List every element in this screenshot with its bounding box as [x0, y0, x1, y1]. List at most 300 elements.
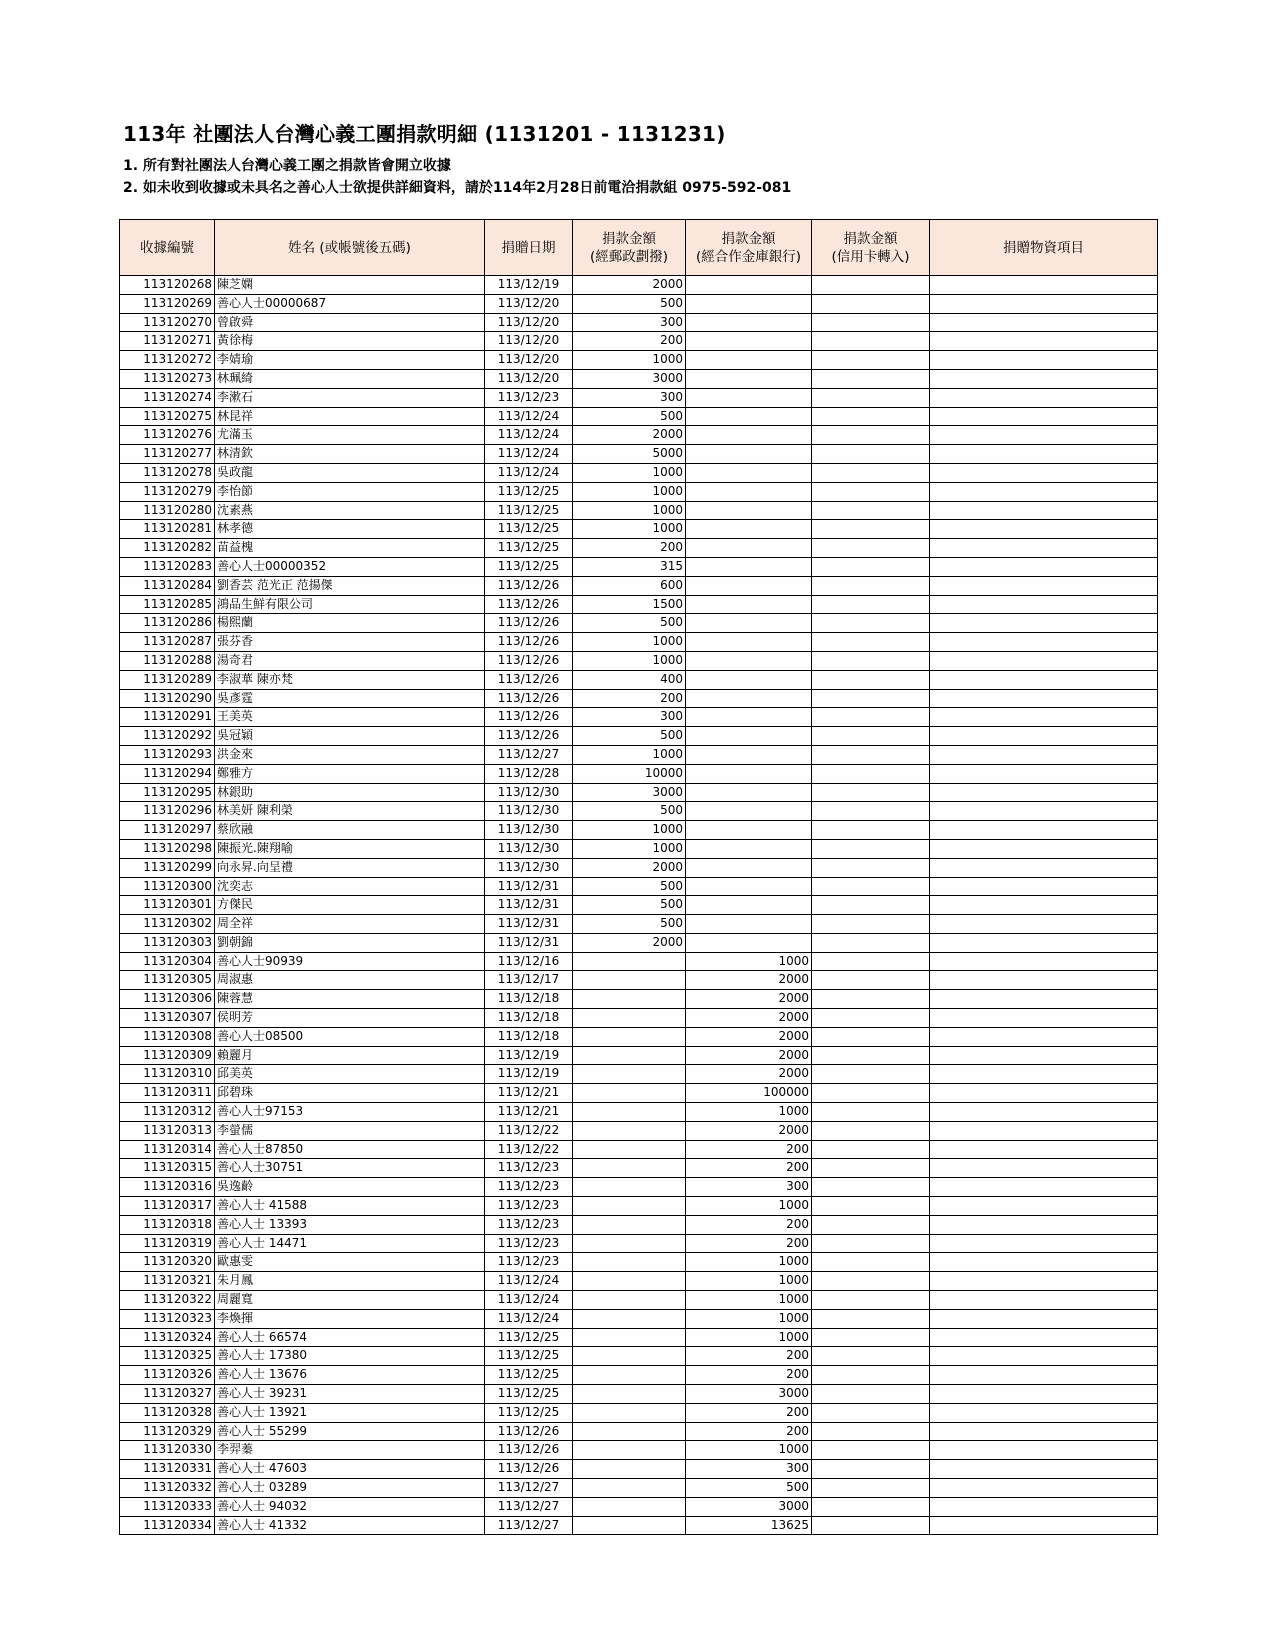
cell-card-amount: [812, 651, 930, 670]
cell-postal-amount: 200: [573, 689, 686, 708]
cell-postal-amount: 200: [573, 539, 686, 558]
cell-date: 113/12/24: [485, 407, 573, 426]
cell-card-amount: [812, 369, 930, 388]
cell-postal-amount: [573, 1084, 686, 1103]
cell-receipt-no: 113120298: [120, 839, 215, 858]
cell-card-amount: [812, 1347, 930, 1366]
cell-bank-amount: [686, 351, 812, 370]
table-row: [120, 276, 1158, 295]
cell-bank-amount: 3000: [686, 1385, 812, 1404]
cell-card-amount: [812, 351, 930, 370]
cell-goods: [930, 708, 1158, 727]
cell-postal-amount: 2000: [573, 276, 686, 295]
cell-donor-name: 黃徐梅: [215, 332, 485, 351]
cell-bank-amount: [686, 689, 812, 708]
cell-goods: [930, 933, 1158, 952]
cell-date: 113/12/27: [485, 1479, 573, 1498]
cell-card-amount: [812, 463, 930, 482]
header-card-line1: 捐款金額: [843, 230, 898, 247]
table-header: [120, 220, 1158, 276]
cell-goods: [930, 1516, 1158, 1535]
table-row: [120, 651, 1158, 670]
table-row: [120, 1347, 1158, 1366]
cell-bank-amount: 200: [686, 1366, 812, 1385]
cell-receipt-no: 113120326: [120, 1366, 215, 1385]
cell-donor-name: 周淑惠: [215, 971, 485, 990]
cell-card-amount: [812, 1197, 930, 1216]
cell-date: 113/12/20: [485, 332, 573, 351]
cell-goods: [930, 1027, 1158, 1046]
cell-receipt-no: 113120284: [120, 576, 215, 595]
table-row: [120, 633, 1158, 652]
cell-donor-name: 林孝德: [215, 520, 485, 539]
cell-card-amount: [812, 990, 930, 1009]
cell-card-amount: [812, 1385, 930, 1404]
cell-bank-amount: [686, 313, 812, 332]
cell-bank-amount: 2000: [686, 1027, 812, 1046]
cell-goods: [930, 595, 1158, 614]
cell-receipt-no: 113120313: [120, 1121, 215, 1140]
cell-date: 113/12/26: [485, 614, 573, 633]
table-body: [120, 276, 1158, 1535]
cell-card-amount: [812, 1497, 930, 1516]
table-row: [120, 1084, 1158, 1103]
cell-receipt-no: 113120316: [120, 1178, 215, 1197]
table-row: [120, 1479, 1158, 1498]
cell-bank-amount: 1000: [686, 1197, 812, 1216]
cell-receipt-no: 113120325: [120, 1347, 215, 1366]
cell-goods: [930, 783, 1158, 802]
cell-goods: [930, 764, 1158, 783]
table-row: [120, 576, 1158, 595]
cell-goods: [930, 896, 1158, 915]
cell-bank-amount: [686, 651, 812, 670]
cell-card-amount: [812, 557, 930, 576]
cell-bank-amount: [686, 670, 812, 689]
table-row: [120, 1140, 1158, 1159]
cell-donor-name: 善心人士 47603: [215, 1460, 485, 1479]
cell-card-amount: [812, 952, 930, 971]
cell-postal-amount: 500: [573, 802, 686, 821]
table-row: [120, 539, 1158, 558]
table-row: [120, 1460, 1158, 1479]
cell-bank-amount: 100000: [686, 1084, 812, 1103]
cell-bank-amount: 2000: [686, 971, 812, 990]
cell-card-amount: [812, 1009, 930, 1028]
cell-postal-amount: 300: [573, 708, 686, 727]
cell-bank-amount: 1000: [686, 1103, 812, 1122]
cell-date: 113/12/23: [485, 1197, 573, 1216]
cell-card-amount: [812, 1215, 930, 1234]
table-row: [120, 802, 1158, 821]
cell-date: 113/12/19: [485, 1065, 573, 1084]
cell-donor-name: 李羿蓁: [215, 1441, 485, 1460]
cell-date: 113/12/18: [485, 990, 573, 1009]
cell-date: 113/12/24: [485, 463, 573, 482]
cell-donor-name: 善心人士 94032: [215, 1497, 485, 1516]
cell-postal-amount: [573, 1347, 686, 1366]
cell-card-amount: [812, 821, 930, 840]
cell-card-amount: [812, 1178, 930, 1197]
cell-postal-amount: 1000: [573, 633, 686, 652]
cell-donor-name: 善心人士90939: [215, 952, 485, 971]
cell-donor-name: 李煥揮: [215, 1309, 485, 1328]
cell-goods: [930, 313, 1158, 332]
cell-goods: [930, 1385, 1158, 1404]
cell-date: 113/12/24: [485, 1291, 573, 1310]
cell-goods: [930, 1159, 1158, 1178]
cell-receipt-no: 113120280: [120, 501, 215, 520]
cell-donor-name: 朱月鳳: [215, 1272, 485, 1291]
table-row: [120, 351, 1158, 370]
table-row: [120, 1027, 1158, 1046]
header-bank-amount: [686, 220, 812, 276]
table-row: [120, 990, 1158, 1009]
table-row: [120, 407, 1158, 426]
cell-receipt-no: 113120332: [120, 1479, 215, 1498]
cell-goods: [930, 1309, 1158, 1328]
cell-donor-name: 善心人士00000687: [215, 294, 485, 313]
cell-card-amount: [812, 670, 930, 689]
cell-receipt-no: 113120293: [120, 745, 215, 764]
cell-bank-amount: 1000: [686, 1291, 812, 1310]
table-row: [120, 614, 1158, 633]
cell-goods: [930, 651, 1158, 670]
cell-bank-amount: 2000: [686, 1065, 812, 1084]
table-row: [120, 1272, 1158, 1291]
cell-postal-amount: 300: [573, 313, 686, 332]
table-row: [120, 313, 1158, 332]
cell-goods: [930, 1103, 1158, 1122]
cell-card-amount: [812, 802, 930, 821]
cell-receipt-no: 113120282: [120, 539, 215, 558]
cell-postal-amount: 1000: [573, 501, 686, 520]
cell-receipt-no: 113120309: [120, 1046, 215, 1065]
cell-date: 113/12/19: [485, 276, 573, 295]
cell-goods: [930, 1234, 1158, 1253]
cell-donor-name: 陳芝嫻: [215, 276, 485, 295]
cell-date: 113/12/26: [485, 689, 573, 708]
cell-donor-name: 洪金來: [215, 745, 485, 764]
cell-donor-name: 邱碧珠: [215, 1084, 485, 1103]
cell-receipt-no: 113120277: [120, 445, 215, 464]
cell-card-amount: [812, 1479, 930, 1498]
cell-card-amount: [812, 407, 930, 426]
header-receipt-no: 收據編號: [120, 220, 215, 276]
cell-receipt-no: 113120319: [120, 1234, 215, 1253]
cell-bank-amount: 200: [686, 1159, 812, 1178]
cell-card-amount: [812, 971, 930, 990]
cell-date: 113/12/26: [485, 670, 573, 689]
cell-goods: [930, 426, 1158, 445]
cell-receipt-no: 113120333: [120, 1497, 215, 1516]
cell-card-amount: [812, 1291, 930, 1310]
cell-receipt-no: 113120294: [120, 764, 215, 783]
cell-goods: [930, 727, 1158, 746]
cell-receipt-no: 113120274: [120, 388, 215, 407]
cell-donor-name: 善心人士 41332: [215, 1516, 485, 1535]
cell-date: 113/12/22: [485, 1140, 573, 1159]
cell-date: 113/12/26: [485, 633, 573, 652]
cell-donor-name: 邱美英: [215, 1065, 485, 1084]
cell-bank-amount: [686, 445, 812, 464]
table-row: [120, 1178, 1158, 1197]
cell-donor-name: 楊熙蘭: [215, 614, 485, 633]
cell-date: 113/12/31: [485, 877, 573, 896]
cell-date: 113/12/20: [485, 351, 573, 370]
cell-bank-amount: 200: [686, 1140, 812, 1159]
cell-donor-name: 侯明芳: [215, 1009, 485, 1028]
table-row: [120, 783, 1158, 802]
cell-bank-amount: [686, 727, 812, 746]
table-row: [120, 463, 1158, 482]
cell-card-amount: [812, 745, 930, 764]
cell-card-amount: [812, 1027, 930, 1046]
cell-donor-name: 李淑華 陳亦梵: [215, 670, 485, 689]
cell-card-amount: [812, 633, 930, 652]
cell-postal-amount: 3000: [573, 369, 686, 388]
cell-card-amount: [812, 276, 930, 295]
cell-donor-name: 李婧瑜: [215, 351, 485, 370]
cell-date: 113/12/26: [485, 1441, 573, 1460]
cell-goods: [930, 501, 1158, 520]
table-row: [120, 1441, 1158, 1460]
donation-table-container: [119, 219, 1158, 1535]
cell-postal-amount: [573, 990, 686, 1009]
cell-date: 113/12/26: [485, 708, 573, 727]
cell-date: 113/12/24: [485, 1309, 573, 1328]
cell-receipt-no: 113120270: [120, 313, 215, 332]
cell-card-amount: [812, 708, 930, 727]
cell-postal-amount: [573, 971, 686, 990]
cell-date: 113/12/25: [485, 1366, 573, 1385]
cell-goods: [930, 351, 1158, 370]
cell-bank-amount: 1000: [686, 1272, 812, 1291]
cell-date: 113/12/23: [485, 1234, 573, 1253]
table-row: [120, 332, 1158, 351]
cell-postal-amount: 500: [573, 294, 686, 313]
cell-receipt-no: 113120295: [120, 783, 215, 802]
cell-postal-amount: 10000: [573, 764, 686, 783]
cell-card-amount: [812, 1328, 930, 1347]
cell-receipt-no: 113120320: [120, 1253, 215, 1272]
cell-card-amount: [812, 388, 930, 407]
cell-date: 113/12/16: [485, 952, 573, 971]
cell-card-amount: [812, 896, 930, 915]
cell-postal-amount: [573, 1009, 686, 1028]
cell-postal-amount: [573, 1497, 686, 1516]
table-row: [120, 933, 1158, 952]
cell-receipt-no: 113120275: [120, 407, 215, 426]
cell-donor-name: 張芬香: [215, 633, 485, 652]
cell-receipt-no: 113120312: [120, 1103, 215, 1122]
cell-postal-amount: 500: [573, 896, 686, 915]
cell-goods: [930, 614, 1158, 633]
cell-donor-name: 善心人士00000352: [215, 557, 485, 576]
cell-receipt-no: 113120329: [120, 1422, 215, 1441]
cell-postal-amount: [573, 1309, 686, 1328]
cell-card-amount: [812, 539, 930, 558]
cell-goods: [930, 971, 1158, 990]
cell-postal-amount: [573, 1140, 686, 1159]
header-date: 捐贈日期: [485, 220, 573, 276]
cell-postal-amount: 500: [573, 727, 686, 746]
cell-bank-amount: 2000: [686, 1009, 812, 1028]
header-card-amount: [812, 220, 930, 276]
cell-donor-name: 善心人士 03289: [215, 1479, 485, 1498]
cell-goods: [930, 877, 1158, 896]
cell-goods: [930, 633, 1158, 652]
cell-donor-name: 李怡節: [215, 482, 485, 501]
cell-bank-amount: 200: [686, 1403, 812, 1422]
cell-goods: [930, 1366, 1158, 1385]
cell-receipt-no: 113120296: [120, 802, 215, 821]
cell-receipt-no: 113120289: [120, 670, 215, 689]
cell-receipt-no: 113120321: [120, 1272, 215, 1291]
cell-postal-amount: 1000: [573, 463, 686, 482]
cell-card-amount: [812, 1516, 930, 1535]
cell-postal-amount: [573, 1328, 686, 1347]
cell-goods: [930, 745, 1158, 764]
cell-card-amount: [812, 445, 930, 464]
cell-receipt-no: 113120301: [120, 896, 215, 915]
cell-donor-name: 沈素燕: [215, 501, 485, 520]
cell-donor-name: 李螢儒: [215, 1121, 485, 1140]
cell-postal-amount: [573, 1103, 686, 1122]
cell-bank-amount: [686, 520, 812, 539]
cell-goods: [930, 276, 1158, 295]
cell-donor-name: 善心人士 66574: [215, 1328, 485, 1347]
table-row: [120, 1516, 1158, 1535]
cell-donor-name: 林美妍 陳利榮: [215, 802, 485, 821]
cell-donor-name: 曾啟舜: [215, 313, 485, 332]
cell-receipt-no: 113120283: [120, 557, 215, 576]
cell-receipt-no: 113120322: [120, 1291, 215, 1310]
cell-donor-name: 善心人士 17380: [215, 1347, 485, 1366]
table-row: [120, 369, 1158, 388]
cell-bank-amount: [686, 332, 812, 351]
cell-card-amount: [812, 1121, 930, 1140]
header-name: 姓名 (或帳號後五碼): [215, 220, 485, 276]
cell-postal-amount: 1000: [573, 839, 686, 858]
donation-table: [119, 219, 1158, 1535]
cell-bank-amount: 300: [686, 1460, 812, 1479]
cell-donor-name: 善心人士30751: [215, 1159, 485, 1178]
cell-goods: [930, 407, 1158, 426]
cell-date: 113/12/19: [485, 1046, 573, 1065]
cell-receipt-no: 113120278: [120, 463, 215, 482]
cell-receipt-no: 113120287: [120, 633, 215, 652]
cell-receipt-no: 113120292: [120, 727, 215, 746]
cell-bank-amount: 500: [686, 1479, 812, 1498]
cell-receipt-no: 113120323: [120, 1309, 215, 1328]
cell-bank-amount: 3000: [686, 1497, 812, 1516]
cell-card-amount: [812, 1366, 930, 1385]
cell-postal-amount: 200: [573, 332, 686, 351]
cell-goods: [930, 1084, 1158, 1103]
cell-goods: [930, 1422, 1158, 1441]
cell-postal-amount: 1500: [573, 595, 686, 614]
cell-receipt-no: 113120310: [120, 1065, 215, 1084]
table-row: [120, 501, 1158, 520]
table-row: [120, 1234, 1158, 1253]
table-row: [120, 1497, 1158, 1516]
cell-donor-name: 鴻品生鮮有限公司: [215, 595, 485, 614]
cell-date: 113/12/26: [485, 595, 573, 614]
cell-goods: [930, 1178, 1158, 1197]
cell-date: 113/12/20: [485, 369, 573, 388]
cell-bank-amount: [686, 839, 812, 858]
cell-postal-amount: 5000: [573, 445, 686, 464]
cell-date: 113/12/17: [485, 971, 573, 990]
cell-card-amount: [812, 1084, 930, 1103]
cell-donor-name: 吳政龍: [215, 463, 485, 482]
cell-card-amount: [812, 858, 930, 877]
cell-postal-amount: 1000: [573, 821, 686, 840]
cell-date: 113/12/21: [485, 1103, 573, 1122]
cell-postal-amount: [573, 1215, 686, 1234]
cell-bank-amount: 200: [686, 1215, 812, 1234]
cell-donor-name: 吳彥霆: [215, 689, 485, 708]
header-bank-line1: 捐款金額: [721, 230, 776, 247]
table-row: [120, 1291, 1158, 1310]
cell-bank-amount: [686, 463, 812, 482]
cell-date: 113/12/25: [485, 482, 573, 501]
cell-date: 113/12/26: [485, 1422, 573, 1441]
cell-donor-name: 吳冠穎: [215, 727, 485, 746]
cell-goods: [930, 1215, 1158, 1234]
cell-postal-amount: 2000: [573, 933, 686, 952]
cell-bank-amount: 1000: [686, 1309, 812, 1328]
cell-goods: [930, 1479, 1158, 1498]
cell-date: 113/12/25: [485, 1385, 573, 1404]
cell-donor-name: 陳振光.陳翔喻: [215, 839, 485, 858]
cell-bank-amount: 13625: [686, 1516, 812, 1535]
table-row: [120, 1215, 1158, 1234]
cell-donor-name: 劉香芸 范光正 范揚傑: [215, 576, 485, 595]
cell-card-amount: [812, 1234, 930, 1253]
cell-goods: [930, 821, 1158, 840]
table-row: [120, 689, 1158, 708]
cell-date: 113/12/24: [485, 445, 573, 464]
cell-donor-name: 善心人士87850: [215, 1140, 485, 1159]
cell-bank-amount: [686, 576, 812, 595]
cell-date: 113/12/23: [485, 1253, 573, 1272]
note-receipt: 1. 所有對社團法人台灣心義工團之捐款皆會開立收據: [123, 158, 451, 174]
cell-postal-amount: [573, 1121, 686, 1140]
cell-donor-name: 林銀助: [215, 783, 485, 802]
cell-date: 113/12/30: [485, 839, 573, 858]
cell-date: 113/12/23: [485, 1159, 573, 1178]
cell-goods: [930, 1460, 1158, 1479]
note-contact: 2. 如未收到收據或未具名之善心人士欲提供詳細資料，請於114年2月28日前電洽捐款組 0975-592-081: [123, 180, 792, 196]
cell-receipt-no: 113120290: [120, 689, 215, 708]
cell-card-amount: [812, 1309, 930, 1328]
cell-date: 113/12/26: [485, 576, 573, 595]
cell-postal-amount: 1000: [573, 351, 686, 370]
cell-card-amount: [812, 933, 930, 952]
cell-bank-amount: [686, 426, 812, 445]
table-row: [120, 1403, 1158, 1422]
cell-postal-amount: [573, 1291, 686, 1310]
cell-card-amount: [812, 839, 930, 858]
table-row: [120, 294, 1158, 313]
cell-card-amount: [812, 783, 930, 802]
cell-date: 113/12/18: [485, 1009, 573, 1028]
cell-bank-amount: [686, 276, 812, 295]
table-row: [120, 670, 1158, 689]
cell-bank-amount: [686, 783, 812, 802]
